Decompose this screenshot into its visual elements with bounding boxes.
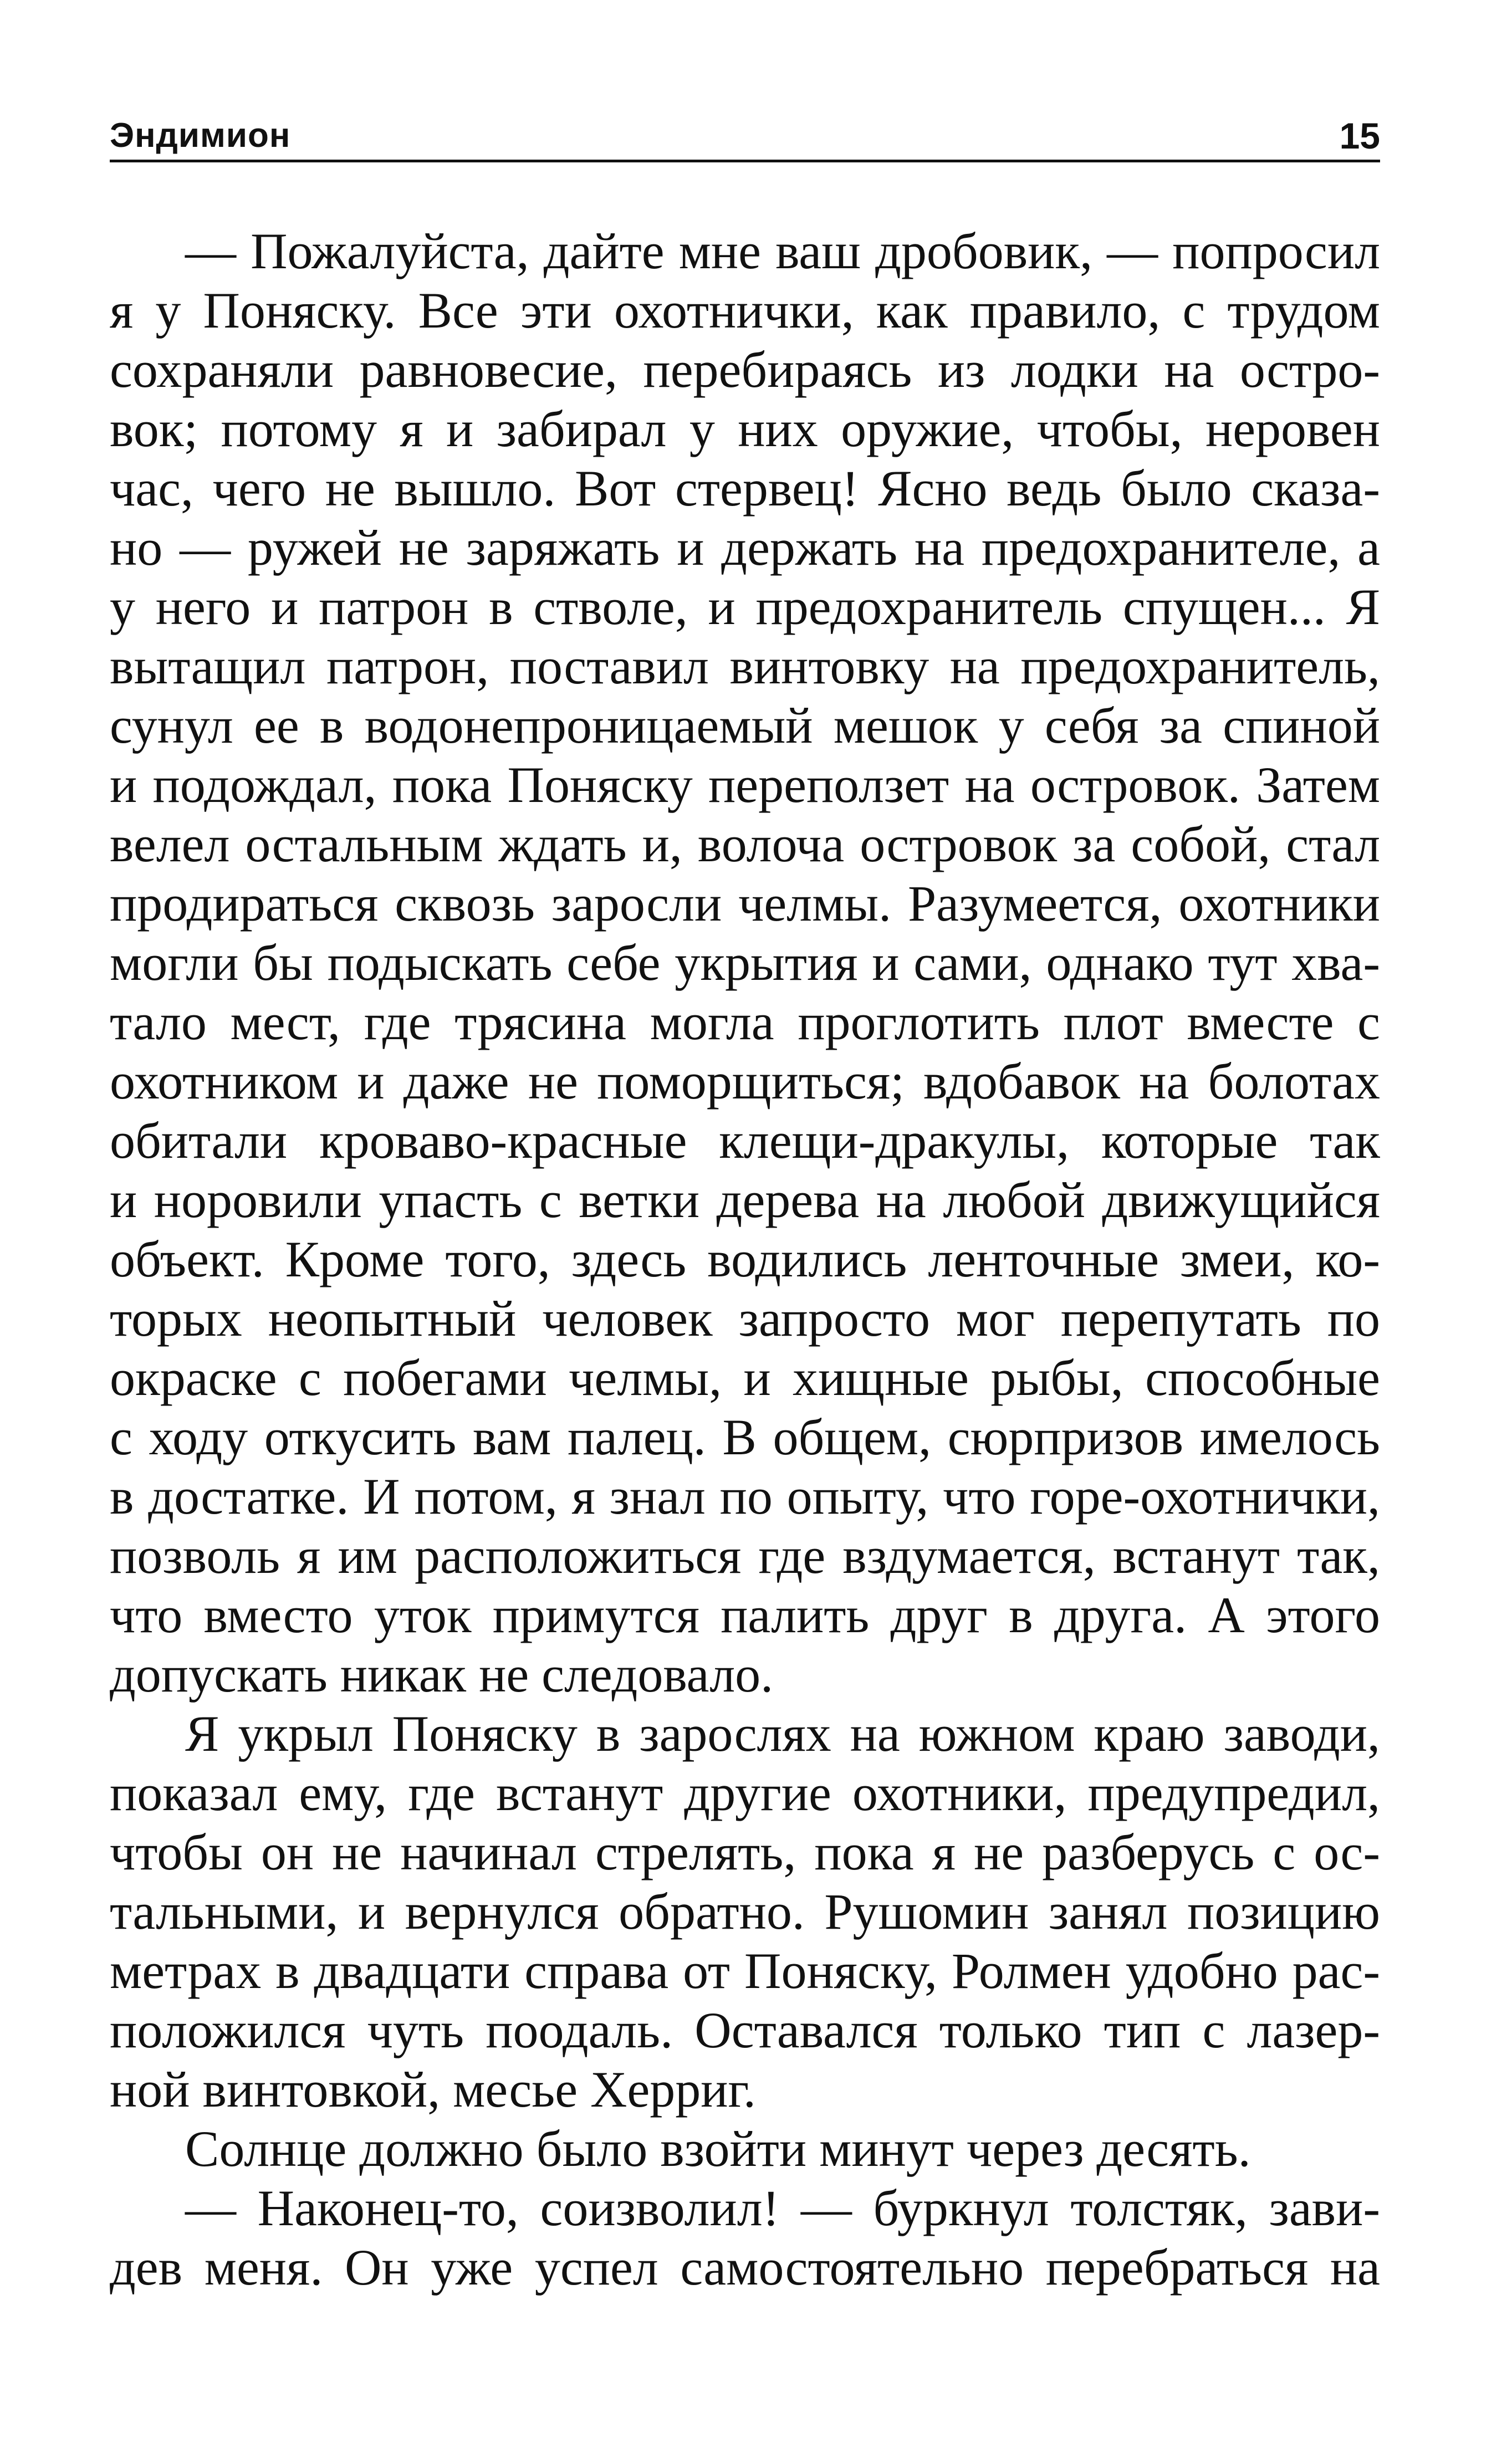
text-line: и норовили упасть с ветки дерева на любой движущийся — [110, 1172, 1380, 1228]
text-line: дев меня. Он уже успел самостоятельно перебраться на — [110, 2239, 1380, 2296]
paragraph-4 — [110, 2179, 1380, 2297]
text-line: допускать никак не следовало. — [110, 1646, 774, 1703]
page-number: 15 — [1339, 115, 1380, 156]
text-line: положился чуть поодаль. Оставался только тип с лазер- — [110, 2002, 1380, 2058]
text-line: у него и патрон в стволе, и предохранитель спущен... Я — [110, 579, 1380, 635]
text-line: сохраняли равновесие, перебираясь из лодки на остро- — [110, 341, 1380, 398]
text-line: позволь я им расположиться где вздумается, встанут так, — [110, 1527, 1380, 1584]
paragraph-1 — [110, 222, 1380, 1704]
text-line: охотником и даже не поморщиться; вдобавок на болотах — [110, 1053, 1380, 1110]
text-line: в достатке. И потом, я знал по опыту, что горе-охотнички, — [110, 1468, 1380, 1525]
text-line: сунул ее в водонепроницаемый мешок у себя за спиной — [110, 697, 1380, 754]
text-line: тальными, и вернулся обратно. Рушомин занял позицию — [110, 1883, 1380, 1940]
text-line: объект. Кроме того, здесь водились ленточные змеи, ко- — [110, 1231, 1380, 1287]
paragraph-3 — [110, 2119, 1380, 2179]
running-title: Эндимион — [110, 116, 291, 155]
text-line: торых неопытный человек запросто мог перепутать по — [110, 1290, 1380, 1347]
text-line: велел остальным ждать и, волоча островок за собой, стал — [110, 816, 1380, 872]
text-line: окраске с побегами челмы, и хищные рыбы, способные — [110, 1350, 1380, 1406]
text-line: Я укрыл Поняску в зарослях на южном краю заводи, — [185, 1705, 1380, 1762]
text-line: — Пожалуйста, дайте мне ваш дробовик, — попросил — [185, 223, 1380, 279]
text-line: обитали кроваво-красные клещи-дракулы, которые так — [110, 1112, 1380, 1169]
text-line: что вместо уток примутся палить друг в друга. А этого — [110, 1587, 1380, 1643]
text-line: — Наконец-то, соизволил! — буркнул толстяк, зави- — [185, 2180, 1380, 2236]
text-line: продираться сквозь заросли челмы. Разумеется, охотники — [110, 875, 1380, 932]
text-line: но — ружей не заряжать и держать на предохранителе, а — [110, 519, 1380, 576]
running-header — [110, 115, 1380, 162]
text-line: показал ему, где встанут другие охотники, предупредил, — [110, 1765, 1380, 1821]
text-line: и подождал, пока Поняску переползет на островок. Затем — [110, 757, 1380, 813]
text-line: с ходу откусить вам палец. В общем, сюрпризов имелось — [110, 1409, 1380, 1465]
text-line: тало мест, где трясина могла проглотить плот вместе с — [110, 994, 1380, 1050]
text-line: я у Поняску. Все эти охотнички, как правило, с трудом — [110, 282, 1380, 339]
text-line: Солнце должно было взойти минут через десять. — [185, 2120, 1251, 2177]
text-line: чтобы он не начинал стрелять, пока я не разберусь с ос- — [110, 1824, 1380, 1880]
text-line: вок; потому я и забирал у них оружие, чтобы, неровен — [110, 401, 1380, 457]
text-line: вытащил патрон, поставил винтовку на предохранитель, — [110, 638, 1380, 694]
text-line: ной винтовкой, месье Херриг. — [110, 2061, 756, 2118]
text-line: час, чего не вышло. Вот стервец! Ясно ведь было сказа- — [110, 460, 1380, 517]
text-body — [110, 222, 1380, 2297]
text-line: могли бы подыскать себе укрытия и сами, однако тут хва- — [110, 934, 1380, 991]
text-line: метрах в двадцати справа от Поняску, Ролмен удобно рас- — [110, 1943, 1380, 1999]
paragraph-2 — [110, 1704, 1380, 2119]
